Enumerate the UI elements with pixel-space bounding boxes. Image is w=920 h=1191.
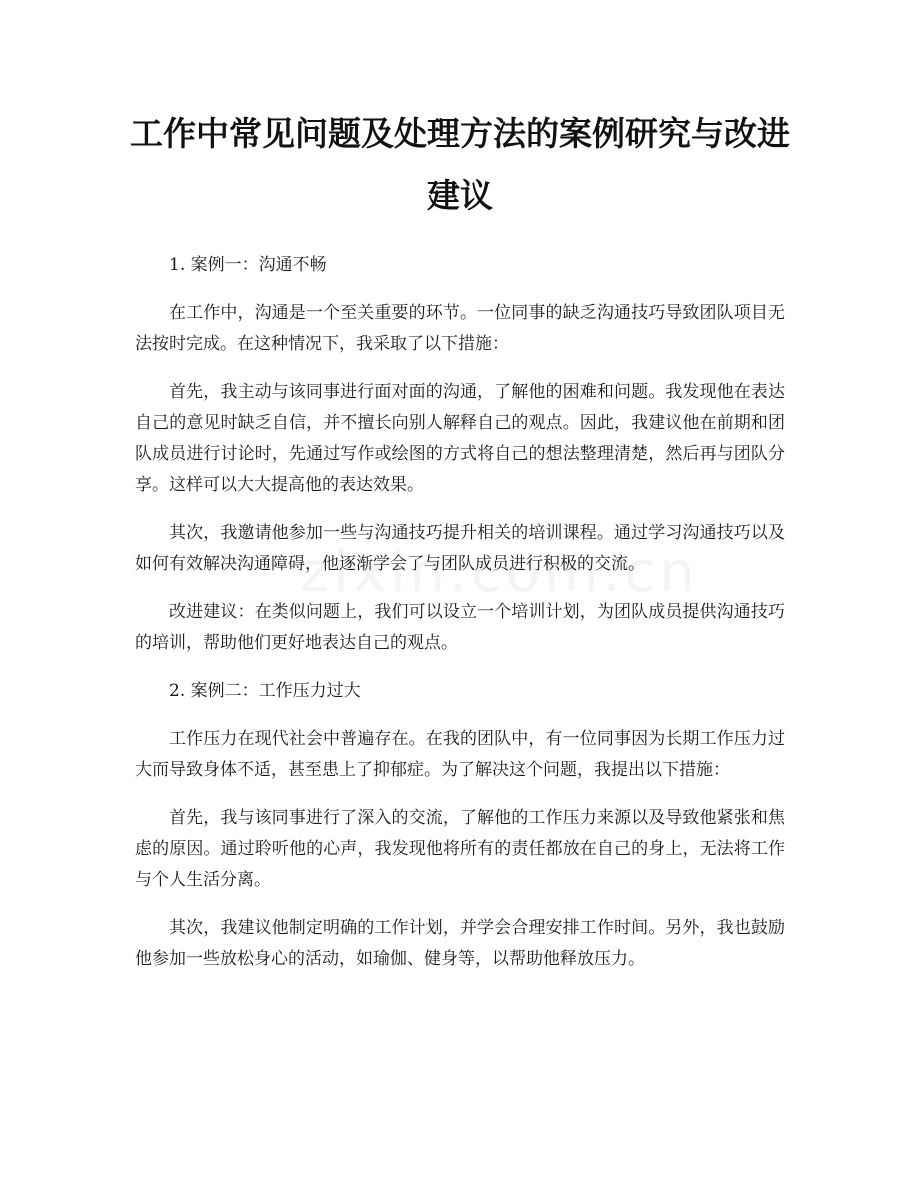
paragraph: 其次，我建议他制定明确的工作计划，并学会合理安排工作时间。另外，我也鼓励他参加一些放松身心的活动，如瑜伽、健身等，以帮助他释放压力。 (135, 918, 785, 969)
document-title: 工作中常见问题及处理方法的案例研究与改进建议 (130, 114, 790, 215)
paragraph: 首先，我与该同事进行了深入的交流，了解他的工作压力来源以及导致他紧张和焦虑的原因。通过聆听他的心声，我发现他将所有的责任都放在自己的身上，无法将工作与个人生活分离。 (135, 808, 785, 890)
section-heading-2: 2. 案例二：工作压力过大 (169, 681, 361, 701)
paragraph: 其次，我邀请他参加一些与沟通技巧提升相关的培训课程。通过学习沟通技巧以及如何有效解决沟通障碍，他逐渐学会了与团队成员进行积极的交流。 (135, 523, 785, 574)
document-body (135, 250, 785, 992)
paragraph: 首先，我主动与该同事进行面对面的沟通，了解他的困难和问题。我发现他在表达自己的意见时缺乏自信，并不擅长向别人解释自己的观点。因此，我建议他在前期和团队成员进行讨论时，先通过写作或绘图的方式将自己的想法整理清楚，然后再与团队分享。这样可以大大提高他的表达效果。 (135, 382, 785, 495)
paragraph: 在工作中，沟通是一个至关重要的环节。一位同事的缺乏沟通技巧导致团队项目无法按时完成。在这种情况下，我采取了以下措施： (135, 303, 785, 354)
paragraph: 改进建议：在类似问题上，我们可以设立一个培训计划，为团队成员提供沟通技巧的培训，帮助他们更好地表达自己的观点。 (135, 602, 785, 653)
section-heading-1: 1. 案例一：沟通不畅 (169, 255, 327, 275)
paragraph: 工作压力在现代社会中普遍存在。在我的团队中，有一位同事因为长期工作压力过大而导致身体不适，甚至患上了抑郁症。为了解决这个问题，我提出以下措施： (135, 729, 785, 780)
